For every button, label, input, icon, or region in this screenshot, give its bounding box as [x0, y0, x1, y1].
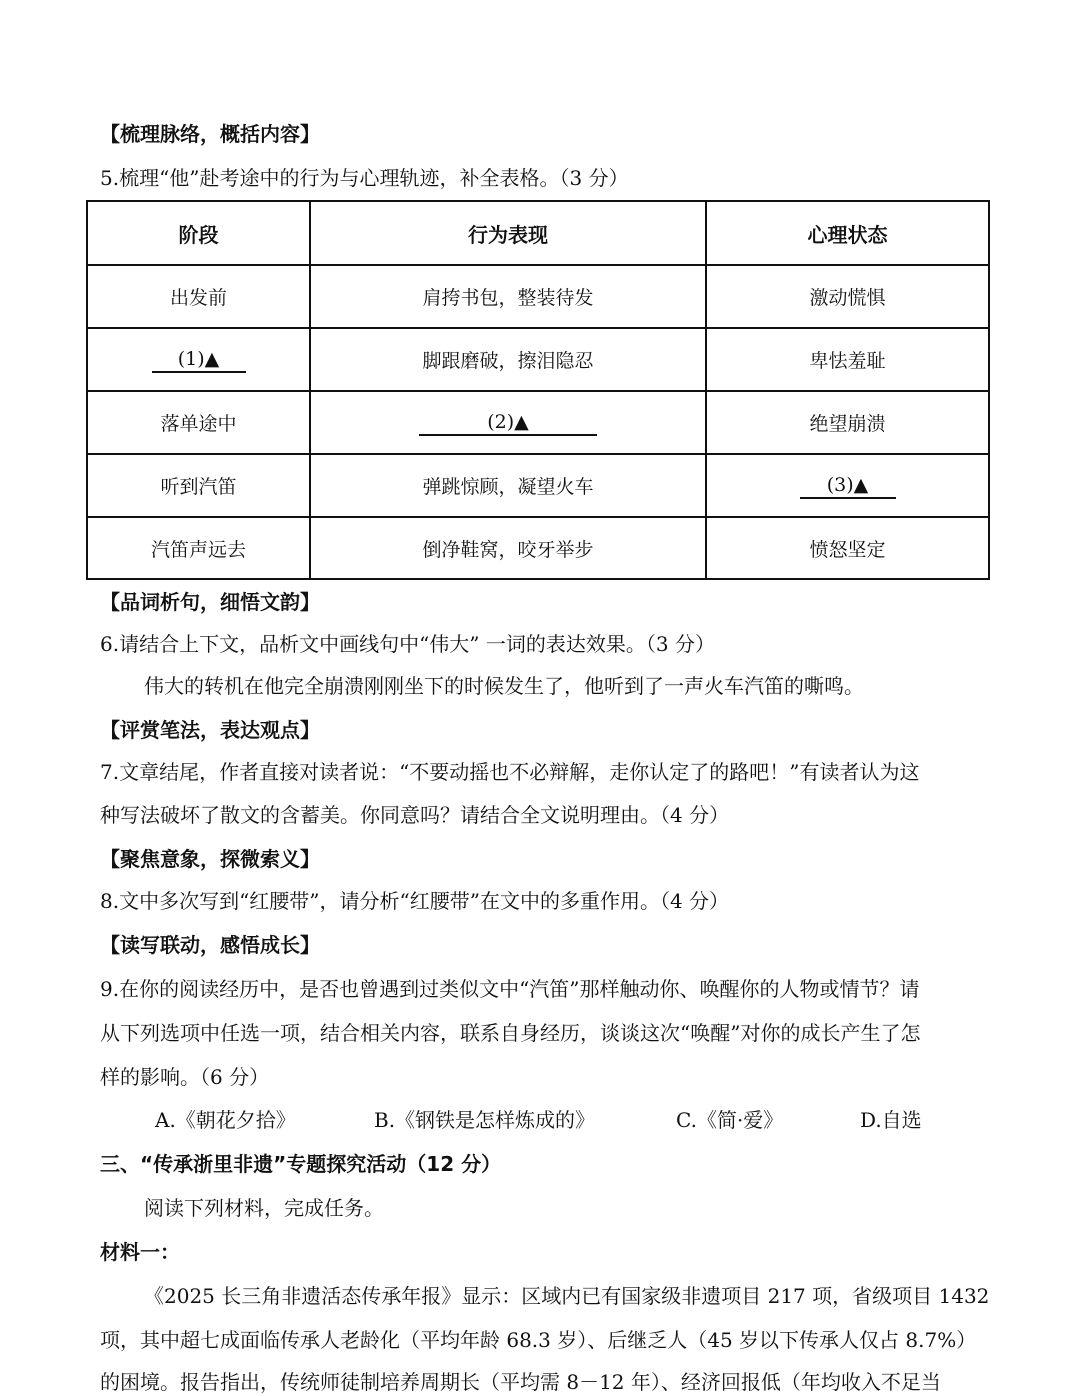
section-heading-2: 【品词析句，细悟文韵】	[100, 590, 320, 614]
question-6-quote: 伟大的转机在他完全崩溃刚刚坐下的时候发生了，他听到了一声火车汽笛的嘶鸣。	[144, 674, 864, 698]
option-b: B.《钢铁是怎样炼成的》	[374, 1108, 596, 1132]
table-row	[87, 391, 989, 454]
question-7-line-2: 种写法破坏了散文的含蓄美。你同意吗？请结合全文说明理由。（4 分）	[100, 803, 730, 827]
table-cell: 绝望崩溃	[706, 391, 989, 454]
table-header-cell: 行为表现	[310, 201, 706, 265]
section-heading-3: 【评赏笔法，表达观点】	[100, 718, 320, 742]
table-header-row	[87, 201, 989, 265]
table-row	[87, 454, 989, 517]
table-cell: 出发前	[87, 265, 310, 328]
table-cell: 激动慌惧	[706, 265, 989, 328]
option-a: A.《朝花夕拾》	[155, 1108, 296, 1132]
table-header-cell: 心理状态	[706, 201, 989, 265]
table-row	[87, 328, 989, 391]
question-6: 6.请结合上下文，品析文中画线句中“伟大” 一词的表达效果。（3 分）	[100, 632, 715, 656]
table-header-cell: 阶段	[87, 201, 310, 265]
material-1-line-3: 的困境。报告指出，传统师徒制培养周期长（平均需 8－12 年）、经济回报低（年均收入不足当	[100, 1370, 941, 1394]
question-7-line-1: 7.文章结尾，作者直接对读者说：“不要动摇也不必辩解，走你认定了的路吧！”有读者认为这	[100, 760, 920, 784]
table-row	[87, 265, 989, 328]
table-cell	[310, 391, 706, 454]
table-cell: 愤怒坚定	[706, 517, 989, 579]
question-9-line-2: 从下列选项中任选一项，结合相关内容，联系自身经历，谈谈这次“唤醒”对你的成长产生了怎	[100, 1021, 921, 1045]
table-cell: 脚跟磨破，擦泪隐忍	[310, 328, 706, 391]
question-9-line-1: 9.在你的阅读经历中，是否也曾遇到过类似文中“汽笛”那样触动你、唤醒你的人物或情节？请	[100, 977, 920, 1001]
table-cell: 肩挎书包，整装待发	[310, 265, 706, 328]
table-cell: 倒净鞋窝，咬牙举步	[310, 517, 706, 579]
table-cell: 听到汽笛	[87, 454, 310, 517]
answer-blank-3[interactable]: (3)▲	[800, 473, 896, 499]
option-d: D.自选	[860, 1108, 922, 1132]
answer-blank-1[interactable]: (1)▲	[152, 347, 246, 373]
table-cell: 弹跳惊顾，凝望火车	[310, 454, 706, 517]
question-5: 5.梳理“他”赴考途中的行为与心理轨迹，补全表格。（3 分）	[100, 166, 629, 190]
table-cell: 汽笛声远去	[87, 517, 310, 579]
option-c: C.《简·爱》	[676, 1108, 784, 1132]
section-heading-4: 【聚焦意象，探微索义】	[100, 847, 320, 871]
answer-blank-2[interactable]: (2)▲	[419, 410, 597, 436]
question-9-line-3: 样的影响。（6 分）	[100, 1065, 270, 1089]
behavior-psychology-table	[86, 200, 990, 580]
section-heading-5: 【读写联动，感悟成长】	[100, 933, 320, 957]
table-cell	[706, 454, 989, 517]
material-1-line-2: 项，其中超七成面临传承人老龄化（平均年龄 68.3 岁）、后继乏人（45 岁以下传承人仅占 8.7%）	[100, 1328, 977, 1352]
table-row	[87, 517, 989, 579]
section-heading-1: 【梳理脉络，概括内容】	[100, 122, 320, 146]
table-cell	[87, 328, 310, 391]
question-8: 8.文中多次写到“红腰带”，请分析“红腰带”在文中的多重作用。（4 分）	[100, 889, 730, 913]
material-1-line-1: 《2025 长三角非遗活态传承年报》显示：区域内已有国家级非遗项目 217 项，省级项目 1432	[144, 1284, 990, 1308]
part-3-heading: 三、“传承浙里非遗”专题探究活动（12 分）	[100, 1152, 502, 1176]
part-3-instruction: 阅读下列材料，完成任务。	[144, 1196, 384, 1220]
table-cell: 落单途中	[87, 391, 310, 454]
table-cell: 卑怯羞耻	[706, 328, 989, 391]
material-1-label: 材料一：	[100, 1240, 180, 1264]
